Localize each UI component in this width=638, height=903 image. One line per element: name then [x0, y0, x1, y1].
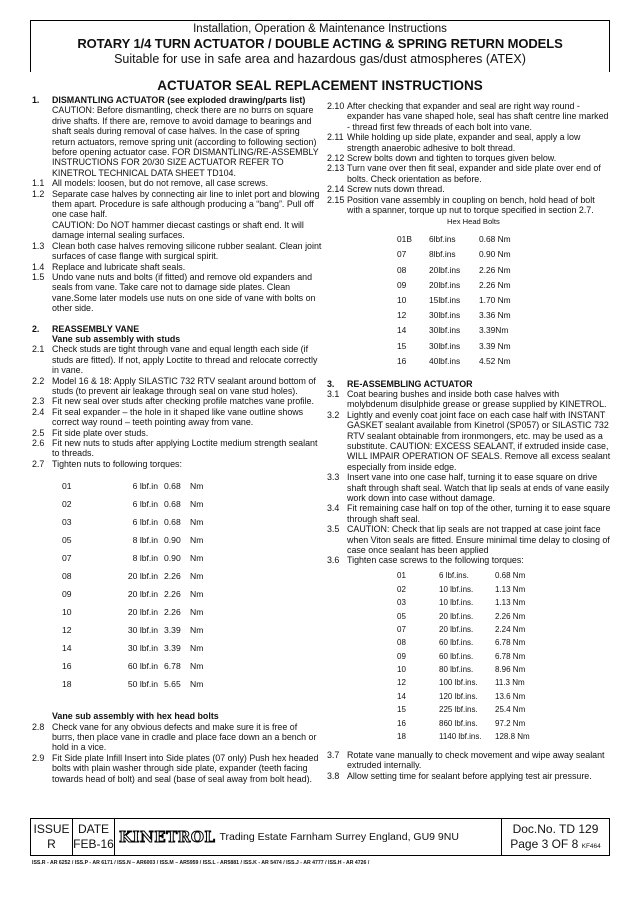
step-2-8: 2.8 Check vane for any obvious defects and make sure it is free of burrs, then place vane in cradle and place face down an a bench or hold in a vice.: [32, 721, 317, 753]
date-value: FEB-16: [73, 837, 114, 851]
hex-bolts-heading: Hex Head Bolts: [447, 217, 500, 227]
company-cell: [115, 819, 501, 855]
section-title: RE-ASSEMBLING ACTUATOR: [347, 378, 473, 389]
step-3-5: 3.5 CAUTION: Check that lip seals are not trapped at case joint face when Viton seals are fitted. Ensure minimal time delay to closing of case once sealant has been applied: [327, 524, 610, 556]
doc-number: Doc.No. TD 129: [512, 822, 599, 836]
page-number: Page 3 OF 8: [510, 837, 579, 851]
kinetrol-logo: KINETROL: [119, 828, 216, 846]
date-label: DATE: [77, 822, 110, 836]
step-2-6: 2.6 Fit new nuts to studs after applying Loctite medium strength sealant to threads.: [32, 438, 318, 459]
table-row: 08 20 lbf.in 2.26 Nm: [62, 571, 204, 582]
section-title: DISMANTLING ACTUATOR (see exploded drawing/parts list): [52, 95, 306, 105]
step-3-7: 3.7 Rotate vane manually to check movement and wipe away sealant extruded internally.: [327, 749, 605, 771]
issue-label: ISSUE: [33, 822, 70, 836]
table-row: 16 860 lbf.ins. 97.2 Nm: [397, 718, 526, 728]
step-2-13: 2.13 Turn vane over then fit seal, expander and side plate over end of bolts. Check orientation as before.: [327, 163, 601, 184]
table-row: 14 30 lbf.in 3.39 Nm: [62, 643, 204, 654]
step-2-12: 2.12 Screw bolts down and tighten to torques given below.: [327, 153, 557, 164]
table-row: 18 1140 lbf.ins. 128.8 Nm: [397, 732, 530, 742]
step-2-15: 2.15 Position vane assembly in coupling on bench, hold head of bolt with a spanner, torque up nut to torque specified in section 2.7.: [327, 194, 595, 216]
issue-value: R: [47, 837, 56, 851]
issue-cell: [31, 819, 73, 855]
document-footer: [30, 818, 610, 856]
table-row: 07 8lbf.ins 0.90 Nm: [397, 249, 511, 260]
company-address: Trading Estate Farnham Surrey England, GU9 9NU: [219, 831, 459, 843]
table-row: 05 8 lbf.in 0.90 Nm: [62, 535, 204, 546]
step-1-2: 1.2 Separate case halves by connecting air line to inlet port and blowing them apart. Procedure is safe although producing a “bang”. Pull off one case half.: [32, 188, 320, 220]
table-row: 03 10 lbf.ins. 1.13 Nm: [397, 598, 526, 608]
table-row: 12 30lbf.ins 3.36 Nm: [397, 310, 511, 321]
table-row: 01 6 lbf.ins. 0.68 Nm: [397, 571, 526, 581]
hex-bolt-torque-table: [397, 232, 519, 369]
step-3-8: 3.8 Allow setting time for sealant before applying test air pressure.: [327, 770, 592, 781]
step-2-10: 2.10 After checking that expander and seal are right way round - expander has vane shaped hole, seal has shaft centre line marked - thread first few threads of each bolt into vane.: [327, 101, 609, 132]
step-2-11: 2.11 While holding up side plate, expander and seal, apply a low strength anaerobic adhesive to bolt thread.: [327, 132, 581, 153]
table-row: 10 20 lbf.in 2.26 Nm: [62, 607, 204, 618]
table-row: 10 15lbf.ins 1.70 Nm: [397, 295, 511, 306]
table-row: 12 100 lbf.ins. 11.3 Nm: [397, 678, 525, 688]
step-1-5: 1.5 Undo vane nuts and bolts (if fitted) and remove old expanders and seals from vane. Take care not to damage side plates. Clean vane.Some later models use nuts on one side of vane with bolts on other side.: [32, 271, 316, 314]
step-2-2: 2.2 Model 16 & 18: Apply SILASTIC 732 RTV sealant around bottom of studs (to prevent air leakage through seal on vane stud holes).: [32, 375, 316, 396]
section-title: REASSEMBLY VANE: [52, 323, 140, 334]
table-row: 08 20lbf.ins 2.26 Nm: [397, 264, 511, 275]
header-atex-note: Suitable for use in safe area and hazardous gas/dust atmospheres (ATEX): [114, 52, 526, 66]
step-3-3: 3.3 Insert vane into one case half, turning it to ease square on drive shaft through shaft seal. Watch that lip seals at ends of vane easily work down into case without damage.: [327, 472, 610, 504]
step-1-2-caution: CAUTION: Do NOT hammer diecast castings or shaft end. It will damage internal sealing surfaces.: [52, 219, 304, 241]
table-row: 01 6 lbf.in 0.68 Nm: [62, 481, 204, 492]
step-3-4: 3.4 Fit remaining case half on top of the other, turning it to ease square through shaft seal.: [327, 503, 611, 524]
table-row: 14 120 lbf.ins. 13.6 Nm: [397, 691, 526, 701]
table-row: 07 8 lbf.in 0.90 Nm: [62, 553, 204, 564]
step-2-1: 2.1 Check studs are tight through vane and equal length each side (if studs are fitted). If not, apply Loctite to thread and relocate correctly in vane.: [32, 344, 318, 376]
step-2-14: 2.14 Screw nuts down thread.: [327, 184, 445, 195]
section-2: 2. REASSEMBLY VANE: [32, 324, 322, 334]
table-row: 12 30 lbf.in 3.39 Nm: [62, 625, 204, 636]
step-3-2: 3.2 Lightly and evenly coat joint face on each case half with INSTANT GASKET sealant available from Kinetrol (SP057) or SILASTIC 732 RTV sealant obtainable from ironmongers, etc. may be used as a substitute. CAUTION: EXCESS SEALANT, if extruded inside case, WILL IMPAIR OPERATION OF SEALS. Remove all excess sealant especially from inside edge.: [327, 409, 611, 472]
table-row: 03 6 lbf.in 0.68 Nm: [62, 517, 204, 528]
subsection-title: Vane sub assembly with studs: [52, 333, 181, 344]
step-2-7: 2.7 Tighten nuts to following torques:: [32, 458, 182, 469]
table-row: 15 30lbf.ins 3.39 Nm: [397, 340, 511, 351]
left-column: [32, 95, 322, 784]
step-2-5: 2.5 Fit side plate over studs.: [32, 427, 149, 438]
page-title: ACTUATOR SEAL REPLACEMENT INSTRUCTIONS: [157, 78, 483, 93]
doc-cell: [501, 819, 609, 855]
step-1-4: 1.4 Replace and lubricate shaft seals.: [32, 261, 186, 272]
case-screw-torque-table: [397, 570, 543, 744]
step-2-4: 2.4 Fit seal expander – the hole in it shaped like vane outline shows correct way round – teeth pointing away from vane.: [32, 406, 304, 428]
table-row: 16 40lbf.ins 4.52 Nm: [397, 355, 511, 366]
date-cell: [73, 819, 115, 855]
step-1-1: 1.1 All models: loosen, but do not remove, all case screws.: [32, 178, 269, 189]
right-column: [327, 101, 612, 781]
hex-subsection-title: Vane sub assembly with hex head bolts: [52, 711, 219, 722]
stud-torque-table: [62, 477, 210, 693]
table-row: 09 20 lbf.in 2.26 Nm: [62, 589, 204, 600]
header-subtitle: Installation, Operation & Maintenance Instructions: [193, 23, 447, 35]
table-row: 01B 6lbf.ins 0.68 Nm: [397, 234, 511, 245]
table-row: 15 225 lbf.ins. 25.4 Nm: [397, 705, 526, 715]
step-2-3: 2.3 Fit new seal over studs after checking profile matches vane profile.: [32, 396, 314, 407]
document-header: [30, 20, 610, 72]
step-3-1: 3.1 Coat bearing bushes and inside both case halves with molybdenum disulphide grease or grease supplied by KINETROL.: [327, 388, 607, 410]
table-row: 18 50 lbf.in 5.65 Nm: [62, 679, 204, 690]
table-row: 16 60 lbf.in 6.78 Nm: [62, 661, 204, 672]
table-row: 10 80 lbf.ins. 8.96 Nm: [397, 665, 526, 675]
table-row: 09 60 lbf.ins. 6.78 Nm: [397, 651, 526, 661]
table-row: 09 20lbf.ins 2.26 Nm: [397, 279, 511, 290]
section-number: 1.: [32, 95, 40, 105]
form-code: KF464: [581, 843, 601, 850]
step-1-3: 1.3 Clean both case halves removing silicone rubber sealant. Clean joint surfaces of case flange with surgical spirit.: [32, 240, 322, 262]
table-row: 02 10 lbf.ins. 1.13 Nm: [397, 584, 526, 594]
section-3: 3. RE-ASSEMBLING ACTUATOR: [327, 379, 612, 389]
step-2-9: 2.9 Fit Side plate Infill Insert into Side plates (07 only) Push hex headed bolts with plain washer through side plate, expander (teeth facing towards head of bolt) and seal (base of seal away from bolt head).: [32, 752, 319, 784]
table-row: 08 60 lbf.ins. 6.78 Nm: [397, 638, 526, 648]
paragraph-text: CAUTION: Before dismantling, check there are no burrs on square drive shafts. If there are, remove to avoid damage to bearings and shaft seals during removal of case halves. In the case of spring return actuators, remove spring unit (according to following section) before opening actuator case. FOR DISMANTLING/RE-ASSEMBLY INSTRUCTIONS FOR 20/30 SIZE ACTUATOR REFER TO KINETROL TECHNICAL DATA SHEET TD104.: [52, 105, 319, 178]
step-3-6: 3.6 Tighten case screws to the following torques:: [327, 555, 524, 566]
revision-history: ISS.R - AR 6252 / ISS.P - AR 6171 / ISS.N – AR6003 / ISS.M – AR5959 / ISS.L - AR5881 / ISS.K - AR 5474 / ISS.J - AR 4777 / ISS.H - AR 4726 /: [32, 860, 370, 866]
header-title: ROTARY 1/4 TURN ACTUATOR / DOUBLE ACTING & SPRING RETURN MODELS: [77, 36, 563, 51]
table-row: 07 20 lbf.ins. 2.24 Nm: [397, 624, 526, 634]
section-1: [32, 95, 322, 178]
table-row: 14 30lbf.ins 3.39Nm: [397, 325, 509, 336]
table-row: 02 6 lbf.in 0.68 Nm: [62, 499, 204, 510]
table-row: 05 20 lbf.ins. 2.26 Nm: [397, 611, 526, 621]
